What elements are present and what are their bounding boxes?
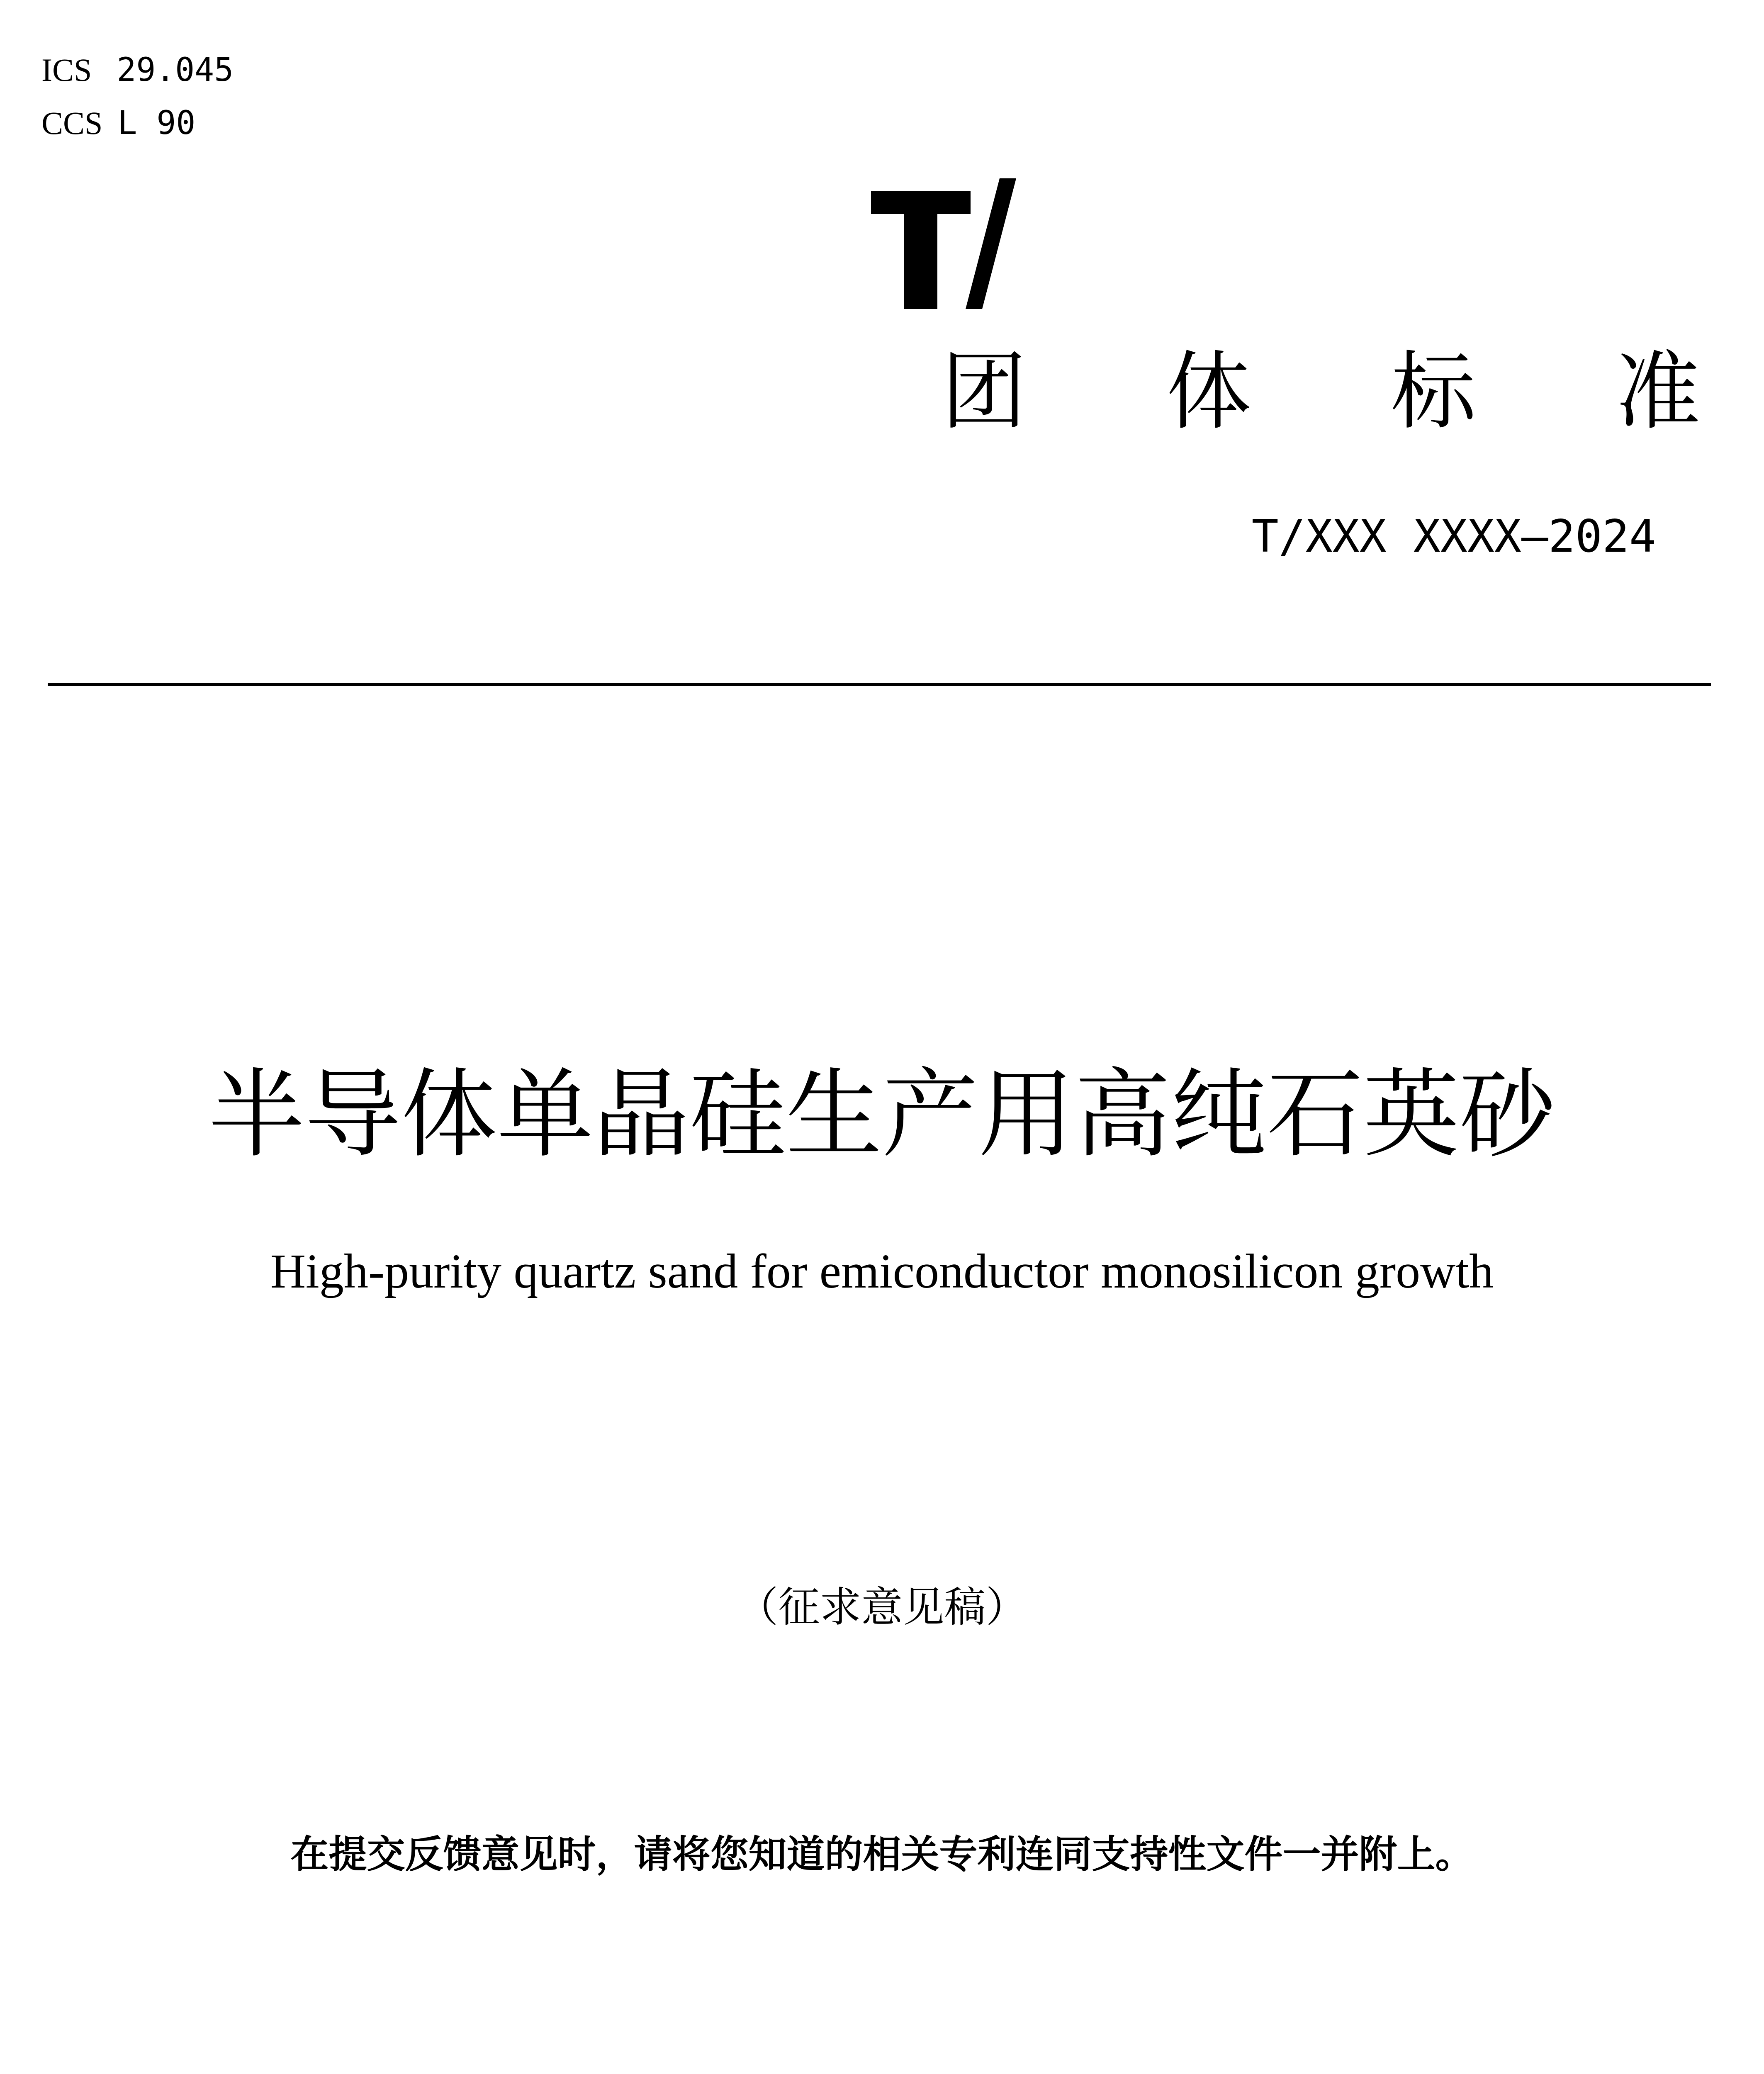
ics-line <box>41 51 234 89</box>
standard-number: T/XXX XXXX—2024 <box>1251 511 1656 562</box>
draft-status-label: （征求意见稿） <box>737 1583 1027 1631</box>
ccs-code: L 90 <box>117 105 196 142</box>
document-title-zh: 半导体单晶硅生产用高纯石英砂 <box>208 1059 1556 1171</box>
org-type-char: 团 <box>942 343 1027 441</box>
standard-type-heading <box>942 343 1701 441</box>
ccs-line <box>41 105 196 142</box>
org-type-char: 标 <box>1391 343 1476 441</box>
org-type-char: 体 <box>1166 343 1251 441</box>
patent-notice: 在提交反馈意见时，请将您知道的相关专利连同支持性文件一并附上。 <box>290 1832 1474 1877</box>
ics-label: ICS <box>41 52 92 88</box>
ccs-label: CCS <box>41 105 103 141</box>
document-title-en: High-purity quartz sand for emiconductor monosilicon growth <box>270 1244 1494 1298</box>
org-type-char: 准 <box>1615 343 1701 441</box>
top-divider <box>48 683 1711 686</box>
standard-logo <box>871 178 1029 315</box>
ics-code: 29.045 <box>117 51 234 89</box>
